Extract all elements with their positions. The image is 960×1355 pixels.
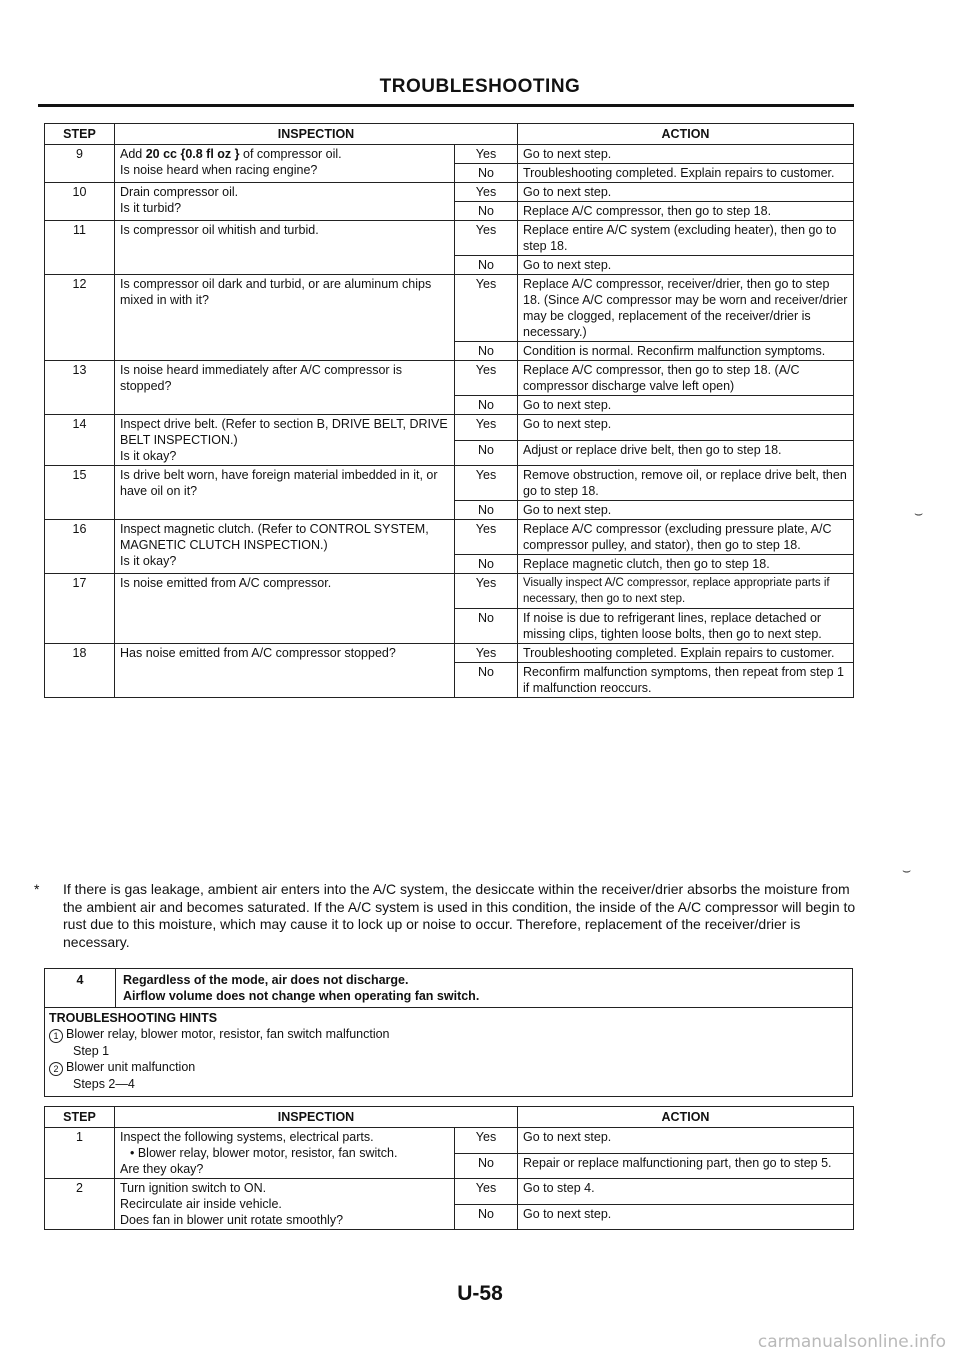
answer-yes: Yes bbox=[455, 574, 518, 609]
answer-no: No bbox=[455, 256, 518, 275]
answer-no: No bbox=[455, 609, 518, 644]
hint-2-steps: Steps 2—4 bbox=[73, 1077, 135, 1091]
header-action: ACTION bbox=[518, 124, 854, 145]
inspection-cell: Inspect magnetic clutch. (Refer to CONTROL SYSTEM, MAGNETIC CLUTCH INSPECTION.) Is it okay? bbox=[115, 520, 455, 574]
answer-yes: Yes bbox=[455, 520, 518, 555]
inspection-cell: Is noise emitted from A/C compressor. bbox=[115, 574, 455, 644]
action-cell: Visually inspect A/C compressor, replace appropriate parts if necessary, then go to next step. bbox=[518, 574, 854, 609]
section-4-box bbox=[44, 968, 853, 1097]
section-4-table bbox=[44, 1106, 854, 1230]
answer-yes: Yes bbox=[455, 415, 518, 441]
step-number: 9 bbox=[45, 145, 115, 183]
table-row bbox=[45, 1128, 854, 1154]
action-cell: Go to next step. bbox=[518, 1204, 854, 1230]
table-header-row bbox=[45, 124, 854, 145]
scan-mark: ⌣ bbox=[902, 862, 912, 878]
action-cell: Replace magnetic clutch, then go to step 18. bbox=[518, 555, 854, 574]
table-header-row bbox=[45, 1107, 854, 1128]
answer-yes: Yes bbox=[455, 1128, 518, 1154]
inspection-cell: Is noise heard immediately after A/C compressor is stopped? bbox=[115, 361, 455, 415]
hint-2: 2 Blower unit malfunction bbox=[49, 1059, 848, 1076]
inspection-cell: Inspect the following systems, electrical parts. • Blower relay, blower motor, resistor, fan switch. Are they okay? bbox=[115, 1128, 455, 1179]
hint-1: 1 Blower relay, blower motor, resistor, fan switch malfunction bbox=[49, 1026, 848, 1043]
answer-no: No bbox=[455, 1204, 518, 1230]
action-cell: If noise is due to refrigerant lines, replace detached or missing clips, tighten loose bolts, then go to next step. bbox=[518, 609, 854, 644]
action-cell: Go to next step. bbox=[518, 1128, 854, 1154]
answer-yes: Yes bbox=[455, 644, 518, 663]
answer-no: No bbox=[455, 164, 518, 183]
answer-yes: Yes bbox=[455, 361, 518, 396]
answer-no: No bbox=[455, 342, 518, 361]
answer-no: No bbox=[455, 440, 518, 466]
table-row bbox=[45, 145, 854, 164]
header-inspection: INSPECTION bbox=[115, 124, 518, 145]
step-number: 11 bbox=[45, 221, 115, 275]
header-step: STEP bbox=[45, 1107, 115, 1128]
table-row bbox=[45, 183, 854, 202]
footnote-marker: * bbox=[34, 881, 40, 897]
step-number: 13 bbox=[45, 361, 115, 415]
troubleshooting-table bbox=[44, 123, 854, 698]
action-cell: Go to next step. bbox=[518, 396, 854, 415]
table-row bbox=[45, 221, 854, 256]
header-inspection: INSPECTION bbox=[115, 1107, 518, 1128]
action-cell: Reconfirm malfunction symptoms, then repeat from step 1 if malfunction reoccurs. bbox=[518, 663, 854, 698]
footnote-text: If there is gas leakage, ambient air enters into the A/C system, the desiccate within the receiver/drier absorbs the moisture from the ambient air and becomes saturated. If the A/C system is used in this condition, the inside of the A/C compressor will begin to rust due to this moisture, which may cause it to lock up or noise to occur. Therefore, replacement of the receiver/drier is necessary. bbox=[63, 881, 856, 950]
hints-title: TROUBLESHOOTING HINTS bbox=[49, 1011, 218, 1025]
action-cell: Go to next step. bbox=[518, 256, 854, 275]
table-row bbox=[45, 275, 854, 342]
answer-no: No bbox=[455, 202, 518, 221]
table-row bbox=[45, 644, 854, 663]
section-4-header bbox=[45, 969, 852, 1008]
action-cell: Troubleshooting completed. Explain repairs to customer. bbox=[518, 164, 854, 183]
bullet-item: • Blower relay, blower motor, resistor, fan switch. bbox=[130, 1146, 398, 1160]
footnote bbox=[34, 881, 856, 951]
section-headline: Regardless of the mode, air does not discharge. Airflow volume does not change when operating fan switch. bbox=[123, 973, 480, 1003]
watermark: carmanualsonline.info bbox=[757, 1332, 946, 1352]
inspection-cell: Turn ignition switch to ON. Recirculate air inside vehicle. Does fan in blower unit rotate smoothly? bbox=[115, 1179, 455, 1230]
action-cell: Replace A/C compressor, then go to step 18. bbox=[518, 202, 854, 221]
action-cell: Replace A/C compressor, receiver/drier, then go to step 18. (Since A/C compressor may be worn and receiver/drier may be clogged, replacement of the receiver/drier is necessary.) bbox=[518, 275, 854, 342]
inspection-cell: Add 20 cc {0.8 fl oz } of compressor oil. Is noise heard when racing engine? bbox=[115, 145, 455, 183]
inspection-cell: Inspect drive belt. (Refer to section B, DRIVE BELT, DRIVE BELT INSPECTION.) Is it okay? bbox=[115, 415, 455, 466]
action-cell: Remove obstruction, remove oil, or replace drive belt, then go to step 18. bbox=[518, 466, 854, 501]
answer-yes: Yes bbox=[455, 466, 518, 501]
inspection-cell: Is compressor oil dark and turbid, or are aluminum chips mixed in with it? bbox=[115, 275, 455, 361]
step-number: 18 bbox=[45, 644, 115, 698]
table-row bbox=[45, 520, 854, 555]
action-cell: Replace A/C compressor (excluding pressure plate, A/C compressor pulley, and stator), then go to step 18. bbox=[518, 520, 854, 555]
inspection-cell: Drain compressor oil. Is it turbid? bbox=[115, 183, 455, 221]
answer-yes: Yes bbox=[455, 1179, 518, 1205]
action-cell: Repair or replace malfunctioning part, then go to step 5. bbox=[518, 1153, 854, 1179]
answer-yes: Yes bbox=[455, 275, 518, 342]
answer-no: No bbox=[455, 1153, 518, 1179]
page-number: U-58 bbox=[457, 1282, 503, 1305]
answer-yes: Yes bbox=[455, 145, 518, 164]
section-number: 4 bbox=[45, 969, 116, 1007]
answer-no: No bbox=[455, 501, 518, 520]
table-row bbox=[45, 466, 854, 501]
title-rule bbox=[38, 104, 854, 107]
answer-no: No bbox=[455, 396, 518, 415]
action-cell: Replace entire A/C system (excluding heater), then go to step 18. bbox=[518, 221, 854, 256]
answer-yes: Yes bbox=[455, 183, 518, 202]
step-number: 15 bbox=[45, 466, 115, 520]
answer-no: No bbox=[455, 663, 518, 698]
inspection-cell: Has noise emitted from A/C compressor stopped? bbox=[115, 644, 455, 698]
header-step: STEP bbox=[45, 124, 115, 145]
table-row bbox=[45, 1179, 854, 1205]
action-cell: Go to next step. bbox=[518, 183, 854, 202]
step-number: 16 bbox=[45, 520, 115, 574]
action-cell: Troubleshooting completed. Explain repairs to customer. bbox=[518, 644, 854, 663]
answer-yes: Yes bbox=[455, 221, 518, 256]
answer-no: No bbox=[455, 555, 518, 574]
step-number: 2 bbox=[45, 1179, 115, 1230]
step-number: 12 bbox=[45, 275, 115, 361]
action-cell: Replace A/C compressor, then go to step 18. (A/C compressor discharge valve left open) bbox=[518, 361, 854, 396]
table-row bbox=[45, 361, 854, 396]
table-row bbox=[45, 574, 854, 609]
header-action: ACTION bbox=[518, 1107, 854, 1128]
circled-number-icon: 1 bbox=[49, 1029, 63, 1043]
inspection-cell: Is compressor oil whitish and turbid. bbox=[115, 221, 455, 275]
action-cell: Go to next step. bbox=[518, 415, 854, 441]
action-cell: Condition is normal. Reconfirm malfunction symptoms. bbox=[518, 342, 854, 361]
action-cell: Go to next step. bbox=[518, 145, 854, 164]
troubleshooting-hints bbox=[45, 1008, 852, 1096]
step-number: 14 bbox=[45, 415, 115, 466]
step-number: 1 bbox=[45, 1128, 115, 1179]
inspection-cell: Is drive belt worn, have foreign material imbedded in it, or have oil on it? bbox=[115, 466, 455, 520]
action-cell: Adjust or replace drive belt, then go to step 18. bbox=[518, 440, 854, 466]
page-title: TROUBLESHOOTING bbox=[379, 76, 581, 97]
table-row bbox=[45, 415, 854, 441]
step-number: 10 bbox=[45, 183, 115, 221]
action-cell: Go to next step. bbox=[518, 501, 854, 520]
scan-mark: ⌣ bbox=[914, 505, 924, 521]
step-number: 17 bbox=[45, 574, 115, 644]
action-cell: Go to step 4. bbox=[518, 1179, 854, 1205]
circled-number-icon: 2 bbox=[49, 1062, 63, 1076]
hint-1-steps: Step 1 bbox=[73, 1044, 110, 1058]
